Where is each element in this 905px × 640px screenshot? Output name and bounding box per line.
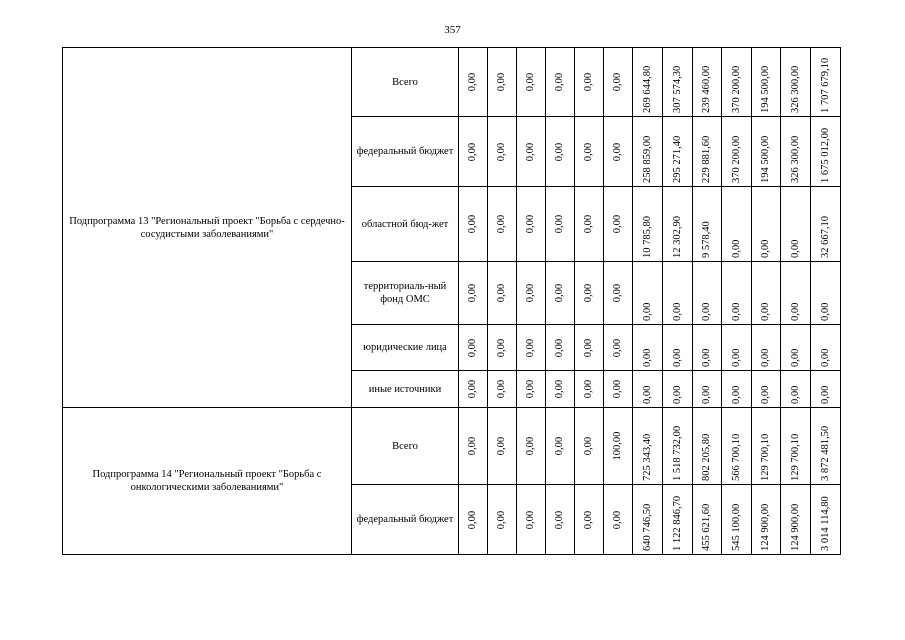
value-cell bbox=[693, 408, 722, 485]
value-text: 0,00 bbox=[554, 214, 565, 234]
value-text: 0,00 bbox=[525, 338, 536, 357]
value-cell bbox=[633, 262, 663, 325]
value-cell bbox=[781, 408, 811, 485]
program-name: Подпрограмма 13 "Региональный проект "Борьба с сердечно-сосудистыми заболеваниями" bbox=[63, 48, 352, 408]
value-text: 0,00 bbox=[525, 142, 536, 161]
value-cell bbox=[693, 48, 722, 117]
value-cell bbox=[517, 48, 546, 117]
funding-source: иные источники bbox=[352, 371, 459, 408]
value-text: 0,00 bbox=[467, 379, 478, 399]
value-cell bbox=[459, 485, 488, 555]
value-text: 0,00 bbox=[496, 142, 507, 161]
value-text: 0,00 bbox=[789, 239, 801, 258]
value-cell bbox=[781, 325, 811, 371]
value-cell bbox=[546, 325, 575, 371]
value-text: 0,00 bbox=[467, 338, 478, 357]
value-text: 0,00 bbox=[789, 302, 801, 321]
value-cell bbox=[752, 48, 781, 117]
funding-source: Всего bbox=[352, 408, 459, 485]
value-cell bbox=[488, 117, 517, 187]
value-cell bbox=[693, 485, 722, 555]
value-cell bbox=[488, 485, 517, 555]
value-text: 0,00 bbox=[612, 283, 623, 303]
value-text: 10 785,80 bbox=[641, 216, 653, 258]
value-cell bbox=[459, 325, 488, 371]
value-cell bbox=[752, 117, 781, 187]
value-cell bbox=[604, 187, 633, 262]
value-cell bbox=[546, 262, 575, 325]
value-text: 269 644,80 bbox=[641, 65, 653, 113]
value-cell bbox=[517, 408, 546, 485]
value-cell bbox=[752, 262, 781, 325]
value-text: 0,00 bbox=[554, 436, 565, 456]
value-text: 0,00 bbox=[760, 385, 771, 404]
value-cell bbox=[546, 48, 575, 117]
value-text: 0,00 bbox=[583, 283, 594, 303]
value-text: 0,00 bbox=[612, 510, 623, 529]
value-text: 0,00 bbox=[467, 214, 478, 234]
value-text: 640 746,50 bbox=[641, 503, 653, 551]
value-cell bbox=[604, 408, 633, 485]
value-cell bbox=[663, 187, 693, 262]
value-cell bbox=[517, 187, 546, 262]
budget-table bbox=[62, 47, 841, 555]
value-text: 0,00 bbox=[819, 385, 831, 404]
value-cell bbox=[575, 325, 604, 371]
value-text: 129 700,10 bbox=[789, 433, 801, 481]
value-cell bbox=[722, 371, 752, 408]
value-text: 0,00 bbox=[671, 385, 683, 404]
value-text: 0,00 bbox=[496, 436, 507, 456]
value-cell bbox=[811, 48, 841, 117]
value-text: 9 578,40 bbox=[701, 221, 712, 258]
value-cell bbox=[604, 325, 633, 371]
value-cell bbox=[781, 371, 811, 408]
value-text: 0,00 bbox=[496, 72, 507, 92]
value-text: 0,00 bbox=[730, 385, 742, 404]
value-cell bbox=[633, 187, 663, 262]
value-text: 0,00 bbox=[525, 72, 536, 92]
value-text: 0,00 bbox=[525, 436, 536, 456]
value-text: 0,00 bbox=[671, 348, 683, 367]
value-text: 0,00 bbox=[760, 302, 771, 321]
value-text: 1 707 679,10 bbox=[819, 57, 831, 113]
value-cell bbox=[546, 485, 575, 555]
value-cell bbox=[811, 325, 841, 371]
value-cell bbox=[517, 117, 546, 187]
value-cell bbox=[575, 117, 604, 187]
value-cell bbox=[722, 408, 752, 485]
value-cell bbox=[663, 408, 693, 485]
value-cell bbox=[633, 117, 663, 187]
value-cell bbox=[811, 408, 841, 485]
value-cell bbox=[459, 187, 488, 262]
value-text: 32 667,10 bbox=[819, 216, 831, 258]
value-text: 0,00 bbox=[612, 72, 623, 92]
value-text: 0,00 bbox=[525, 214, 536, 234]
value-cell bbox=[781, 485, 811, 555]
value-cell bbox=[752, 325, 781, 371]
value-cell bbox=[488, 262, 517, 325]
value-cell bbox=[811, 371, 841, 408]
value-text: 0,00 bbox=[701, 302, 712, 321]
value-cell bbox=[633, 371, 663, 408]
value-text: 0,00 bbox=[789, 348, 801, 367]
value-text: 0,00 bbox=[819, 348, 831, 367]
value-cell bbox=[752, 485, 781, 555]
value-cell bbox=[693, 262, 722, 325]
value-text: 0,00 bbox=[583, 142, 594, 161]
value-cell bbox=[693, 371, 722, 408]
value-text: 0,00 bbox=[641, 302, 653, 321]
value-text: 229 881,60 bbox=[701, 135, 712, 183]
value-text: 0,00 bbox=[554, 142, 565, 161]
value-cell bbox=[459, 117, 488, 187]
value-cell bbox=[752, 408, 781, 485]
value-cell bbox=[781, 48, 811, 117]
value-cell bbox=[811, 187, 841, 262]
value-cell bbox=[663, 262, 693, 325]
value-text: 194 500,00 bbox=[760, 65, 771, 113]
value-text: 0,00 bbox=[467, 283, 478, 303]
value-text: 295 271,40 bbox=[671, 135, 683, 183]
value-text: 0,00 bbox=[612, 214, 623, 234]
value-text: 0,00 bbox=[583, 338, 594, 357]
value-text: 124 900,00 bbox=[789, 503, 801, 551]
value-cell bbox=[722, 187, 752, 262]
value-cell bbox=[693, 187, 722, 262]
value-cell bbox=[575, 371, 604, 408]
value-cell bbox=[488, 371, 517, 408]
funding-source: федеральный бюджет bbox=[352, 485, 459, 555]
value-text: 307 574,30 bbox=[671, 65, 683, 113]
value-text: 124 900,00 bbox=[760, 503, 771, 551]
value-cell bbox=[604, 262, 633, 325]
value-text: 0,00 bbox=[612, 379, 623, 399]
value-text: 1 675 012,00 bbox=[819, 127, 831, 183]
value-text: 455 621,60 bbox=[701, 503, 712, 551]
value-cell bbox=[752, 187, 781, 262]
value-text: 0,00 bbox=[583, 436, 594, 456]
value-text: 0,00 bbox=[612, 142, 623, 161]
value-text: 0,00 bbox=[730, 239, 742, 258]
value-text: 326 300,00 bbox=[789, 135, 801, 183]
value-cell bbox=[604, 48, 633, 117]
value-text: 0,00 bbox=[641, 385, 653, 404]
value-cell bbox=[546, 117, 575, 187]
value-cell bbox=[663, 117, 693, 187]
value-text: 0,00 bbox=[701, 348, 712, 367]
funding-source: федеральный бюджет bbox=[352, 117, 459, 187]
value-text: 0,00 bbox=[496, 510, 507, 529]
value-cell bbox=[663, 48, 693, 117]
value-cell bbox=[722, 485, 752, 555]
value-cell bbox=[811, 485, 841, 555]
funding-source: юридические лица bbox=[352, 325, 459, 371]
value-cell bbox=[781, 262, 811, 325]
value-cell bbox=[575, 408, 604, 485]
value-cell bbox=[488, 408, 517, 485]
value-cell bbox=[575, 485, 604, 555]
funding-source: территориаль-ный фонд ОМС bbox=[352, 262, 459, 325]
value-text: 326 300,00 bbox=[789, 65, 801, 113]
value-text: 566 700,10 bbox=[730, 433, 742, 481]
value-text: 0,00 bbox=[819, 302, 831, 321]
funding-source: Всего bbox=[352, 48, 459, 117]
value-cell bbox=[459, 48, 488, 117]
value-text: 802 205,80 bbox=[701, 433, 712, 481]
value-cell bbox=[459, 262, 488, 325]
value-text: 0,00 bbox=[554, 72, 565, 92]
value-text: 0,00 bbox=[467, 72, 478, 92]
value-cell bbox=[663, 485, 693, 555]
value-cell bbox=[633, 408, 663, 485]
value-text: 0,00 bbox=[730, 302, 742, 321]
value-cell bbox=[811, 117, 841, 187]
value-cell bbox=[663, 371, 693, 408]
value-cell bbox=[517, 262, 546, 325]
value-text: 0,00 bbox=[583, 72, 594, 92]
program-name: Подпрограмма 14 "Региональный проект "Борьба с онкологическими заболеваниями" bbox=[63, 408, 352, 555]
value-text: 0,00 bbox=[496, 214, 507, 234]
value-cell bbox=[575, 262, 604, 325]
value-cell bbox=[633, 325, 663, 371]
value-cell bbox=[633, 485, 663, 555]
value-text: 0,00 bbox=[583, 214, 594, 234]
value-text: 0,00 bbox=[554, 510, 565, 529]
value-text: 725 343,40 bbox=[641, 433, 653, 481]
value-cell bbox=[459, 371, 488, 408]
value-cell bbox=[604, 485, 633, 555]
value-cell bbox=[722, 325, 752, 371]
value-text: 0,00 bbox=[701, 385, 712, 404]
value-text: 0,00 bbox=[554, 338, 565, 357]
value-cell bbox=[633, 48, 663, 117]
value-text: 0,00 bbox=[789, 385, 801, 404]
value-text: 0,00 bbox=[612, 338, 623, 357]
value-text: 12 302,90 bbox=[671, 216, 683, 258]
value-text: 0,00 bbox=[760, 348, 771, 367]
value-cell bbox=[604, 117, 633, 187]
value-text: 3 872 481,50 bbox=[819, 425, 831, 481]
funding-source: областной бюд-жет bbox=[352, 187, 459, 262]
value-cell bbox=[722, 262, 752, 325]
value-cell bbox=[546, 187, 575, 262]
value-text: 370 200,00 bbox=[730, 135, 742, 183]
value-cell bbox=[546, 371, 575, 408]
value-cell bbox=[722, 48, 752, 117]
value-text: 0,00 bbox=[467, 510, 478, 529]
value-text: 194 500,00 bbox=[760, 135, 771, 183]
value-text: 3 014 114,80 bbox=[819, 496, 831, 551]
value-cell bbox=[517, 485, 546, 555]
page-number: 357 bbox=[444, 24, 461, 36]
value-text: 0,00 bbox=[525, 510, 536, 529]
value-text: 0,00 bbox=[730, 348, 742, 367]
value-cell bbox=[781, 117, 811, 187]
table-row bbox=[63, 408, 841, 485]
value-cell bbox=[459, 408, 488, 485]
value-text: 0,00 bbox=[467, 436, 478, 456]
value-cell bbox=[693, 325, 722, 371]
value-text: 129 700,10 bbox=[760, 433, 771, 481]
value-text: 0,00 bbox=[760, 239, 771, 258]
value-cell bbox=[488, 48, 517, 117]
value-text: 0,00 bbox=[554, 379, 565, 399]
value-text: 0,00 bbox=[671, 302, 683, 321]
table-row bbox=[63, 48, 841, 117]
value-cell bbox=[575, 187, 604, 262]
value-cell bbox=[693, 117, 722, 187]
value-text: 370 200,00 bbox=[730, 65, 742, 113]
value-text: 100,00 bbox=[612, 431, 623, 461]
value-text: 258 859,00 bbox=[641, 135, 653, 183]
value-cell bbox=[575, 48, 604, 117]
value-text: 0,00 bbox=[554, 283, 565, 303]
value-cell bbox=[752, 371, 781, 408]
value-text: 0,00 bbox=[525, 283, 536, 303]
value-cell bbox=[663, 325, 693, 371]
value-text: 0,00 bbox=[496, 283, 507, 303]
value-text: 0,00 bbox=[641, 348, 653, 367]
value-text: 0,00 bbox=[496, 338, 507, 357]
value-cell bbox=[488, 187, 517, 262]
value-cell bbox=[546, 408, 575, 485]
value-text: 545 100,00 bbox=[730, 503, 742, 551]
value-text: 0,00 bbox=[467, 142, 478, 161]
value-text: 1 122 846,70 bbox=[671, 495, 683, 551]
value-cell bbox=[517, 325, 546, 371]
value-text: 239 460,00 bbox=[701, 65, 712, 113]
value-cell bbox=[781, 187, 811, 262]
value-cell bbox=[604, 371, 633, 408]
value-text: 0,00 bbox=[496, 379, 507, 399]
value-cell bbox=[488, 325, 517, 371]
value-text: 0,00 bbox=[583, 510, 594, 529]
value-cell bbox=[517, 371, 546, 408]
value-cell bbox=[811, 262, 841, 325]
value-text: 0,00 bbox=[583, 379, 594, 399]
value-text: 0,00 bbox=[525, 379, 536, 399]
value-cell bbox=[722, 117, 752, 187]
value-text: 1 518 732,00 bbox=[671, 425, 683, 481]
